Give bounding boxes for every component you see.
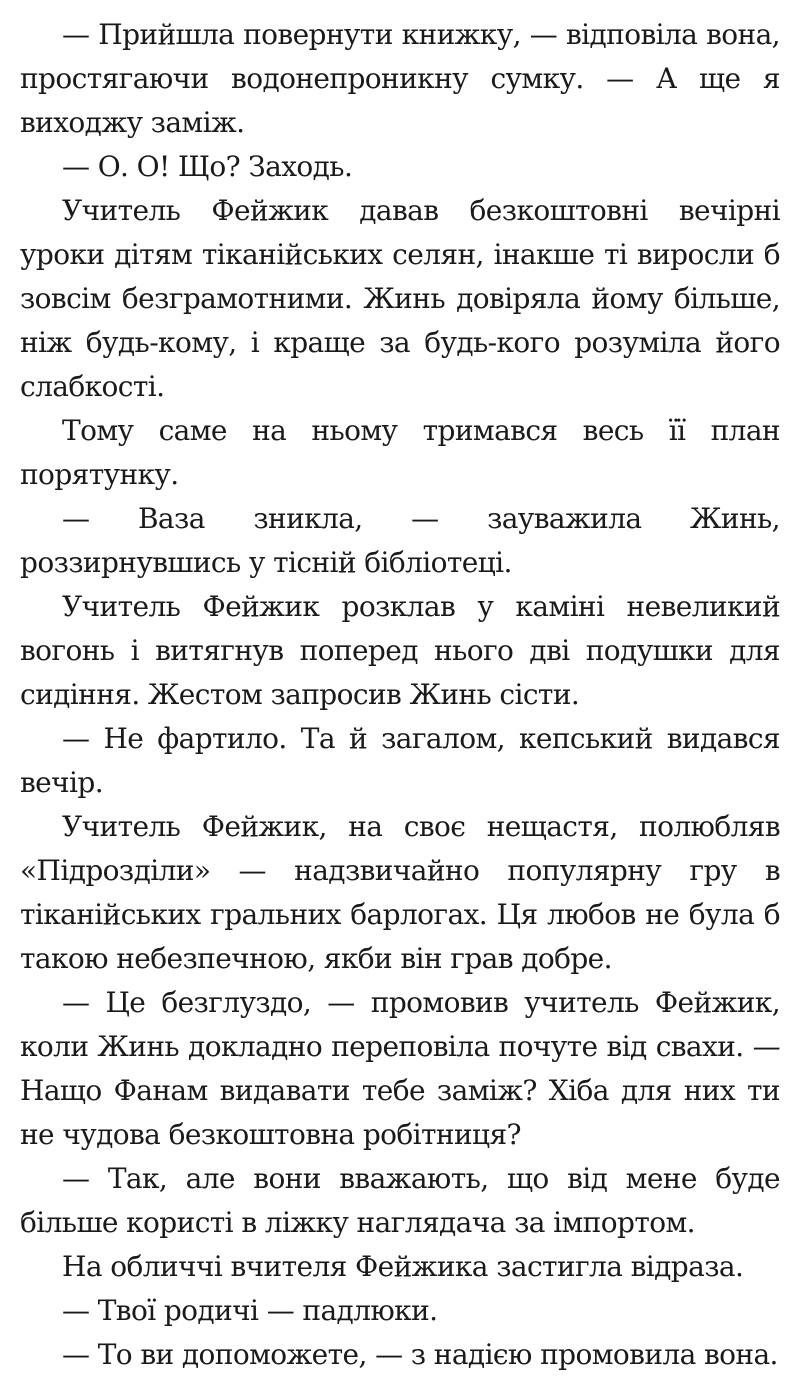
paragraph: Учитель Фейжик розклав у каміні невеликий вогонь і витягнув поперед нього дві подушки для сидіння. Жестом запросив Жинь сісти.	[20, 590, 780, 711]
paragraph: Тому саме на ньому тримався весь її план порятунку.	[20, 414, 780, 491]
paragraph: — О. О! Що? Заходь.	[62, 150, 353, 183]
paragraph: Учитель Фейжик давав безкоштовні вечірні уроки дітям тіканійських селян, інакше ті виросли б зовсім безграмотними. Жинь довіряла йому більше, ніж будь-кому, і краще за будь-кого розуміла його слабкості.	[20, 194, 780, 403]
paragraph: — Так, але вони вважають, що від мене буде більше користі в ліжку наглядача за імпортом.	[20, 1162, 780, 1239]
paragraph: — Це безглуздо, — промовив учитель Фейжик, коли Жинь докладно переповіла почуте від свахи. — Нащо Фанам видавати тебе заміж? Хіба для них ти не чудова безкоштовна робітниця?	[20, 986, 780, 1151]
paragraph: — Не фартило. Та й загалом, кепський видався вечір.	[20, 722, 780, 799]
paragraph: — Прийшла повернути книжку, — відповіла вона, простягаючи водонепроникну сумку. — А ще я виходжу заміж.	[20, 18, 780, 139]
paragraph: — То ви допоможете, — з надією промовила вона.	[62, 1338, 778, 1371]
paragraph: — Ваза зникла, — зауважила Жинь, роззирнувшись у тісній бібліотеці.	[20, 502, 780, 579]
paragraph: Учитель Фейжик, на своє нещастя, полюбляв «Підрозділи» — надзвичайно популярну гру в тіканійських гральних барлогах. Ця любов не була б такою небезпечною, якби він грав добре.	[20, 810, 780, 975]
paragraph: — Твої родичі — падлюки.	[62, 1294, 438, 1327]
paragraph: На обличчі вчителя Фейжика застигла відраза.	[62, 1250, 744, 1283]
